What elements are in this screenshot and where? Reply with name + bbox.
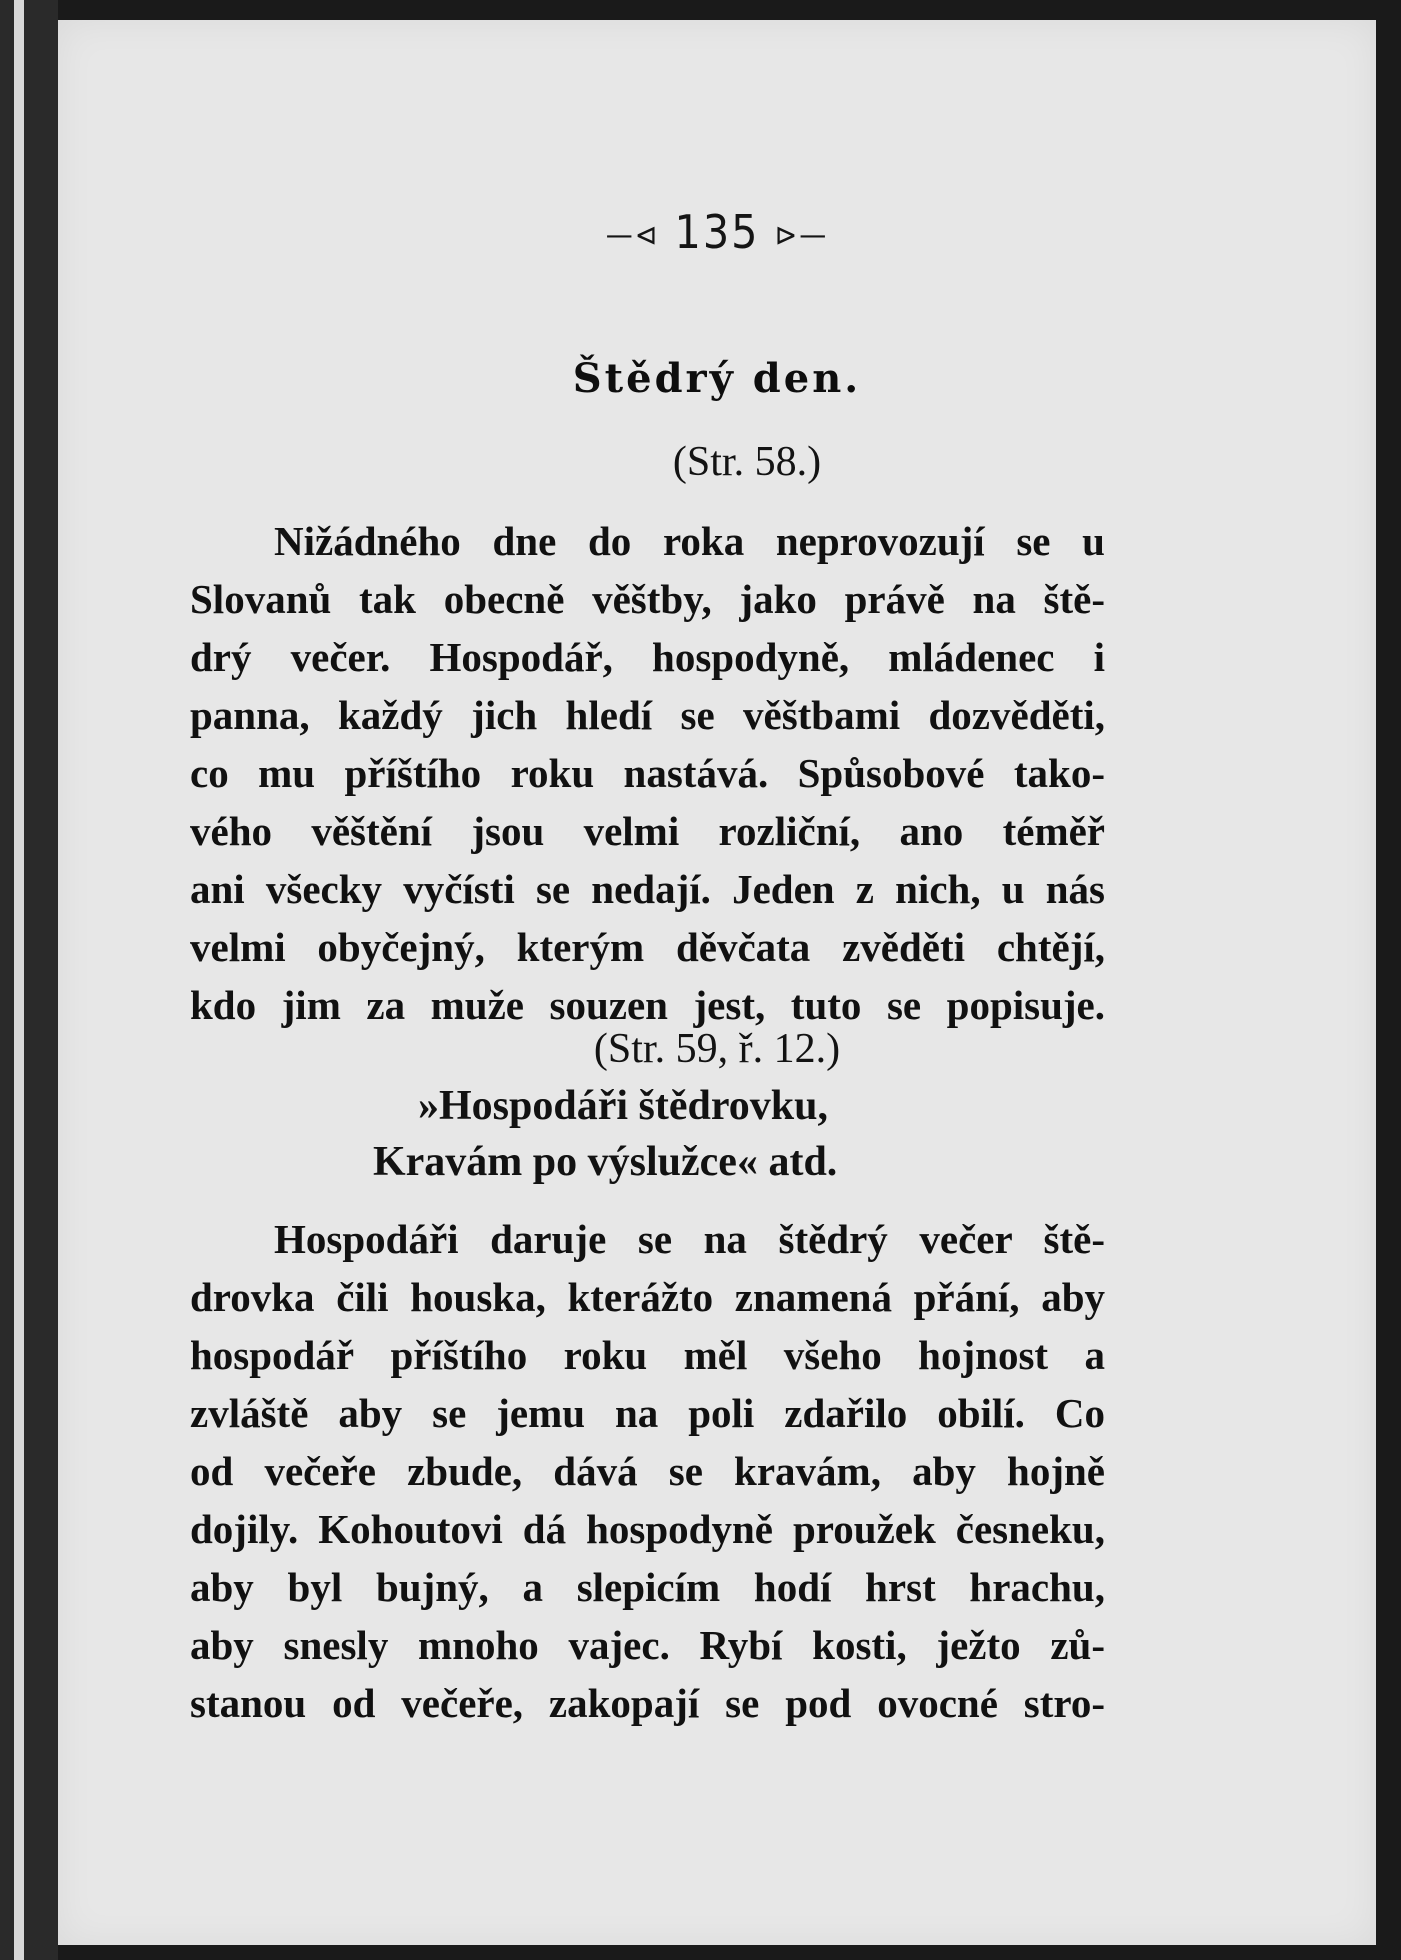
paragraph-line: co mu příštího roku nastává. Spůsobové tako- (190, 750, 1105, 796)
right-ornament-icon: ⊳— (774, 218, 829, 253)
paragraph-line: drovka čili houska, kterážto znamená přání, aby (190, 1274, 1105, 1320)
paragraph-line: ani všecky vyčísti se nedají. Jeden z nich, u nás (190, 866, 1105, 912)
verse-line-2: Kravám po výslužce« atd. (373, 1139, 838, 1185)
book-page (58, 20, 1376, 1945)
paragraph-line: panna, každý jich hledí se věštbami dozvěděti, (190, 692, 1105, 738)
paragraph-line: aby byl bujný, a slepicím hodí hrst hrachu, (190, 1564, 1105, 1610)
paragraph-line: vého věštění jsou velmi rozliční, ano téměř (190, 808, 1105, 854)
paragraph-line: zvláště aby se jemu na poli zdařilo obilí. Co (190, 1390, 1105, 1436)
paragraph-line: kdo jim za muže souzen jest, tuto se popisuje. (190, 982, 1105, 1028)
paragraph-line: Nižádného dne do roka neprovozují se u (274, 518, 1105, 564)
adjacent-page-edge (0, 0, 58, 1960)
paragraph-line: Hospodáři daruje se na štědrý večer ště- (274, 1216, 1105, 1262)
paragraph-line: Slovanů tak obecně věštby, jako právě na ště- (190, 576, 1105, 622)
paragraph-line: stanou od večeře, zakopají se pod ovocné stro- (190, 1680, 1105, 1726)
reference-2: (Str. 59, ř. 12.) (593, 1026, 841, 1072)
paragraph-line: velmi obyčejný, kterým děvčata zvěděti chtějí, (190, 924, 1105, 970)
paragraph-1 (190, 512, 1105, 1034)
page-number: 135 (674, 205, 760, 259)
paragraph-line: dojily. Kohoutovi dá hospodyně proužek česneku, (190, 1506, 1105, 1552)
page-header (58, 205, 1376, 259)
paragraph-line: hospodář příštího roku měl všeho hojnost a (190, 1332, 1105, 1378)
chapter-title: Štědrý den. (572, 355, 862, 402)
left-ornament-icon: —⊲ (605, 218, 660, 253)
paragraph-line: aby snesly mnoho vajec. Rybí kosti, ježto zů- (190, 1622, 1105, 1668)
paragraph-line: drý večer. Hospodář, hospodyně, mládenec i (190, 634, 1105, 680)
paragraph-line: od večeře zbude, dává se kravám, aby hojně (190, 1448, 1105, 1494)
reference-1: (Str. 58.) (672, 439, 822, 485)
paragraph-2 (190, 1210, 1105, 1732)
verse-line-1: »Hospodáři štědrovku, (418, 1083, 828, 1129)
